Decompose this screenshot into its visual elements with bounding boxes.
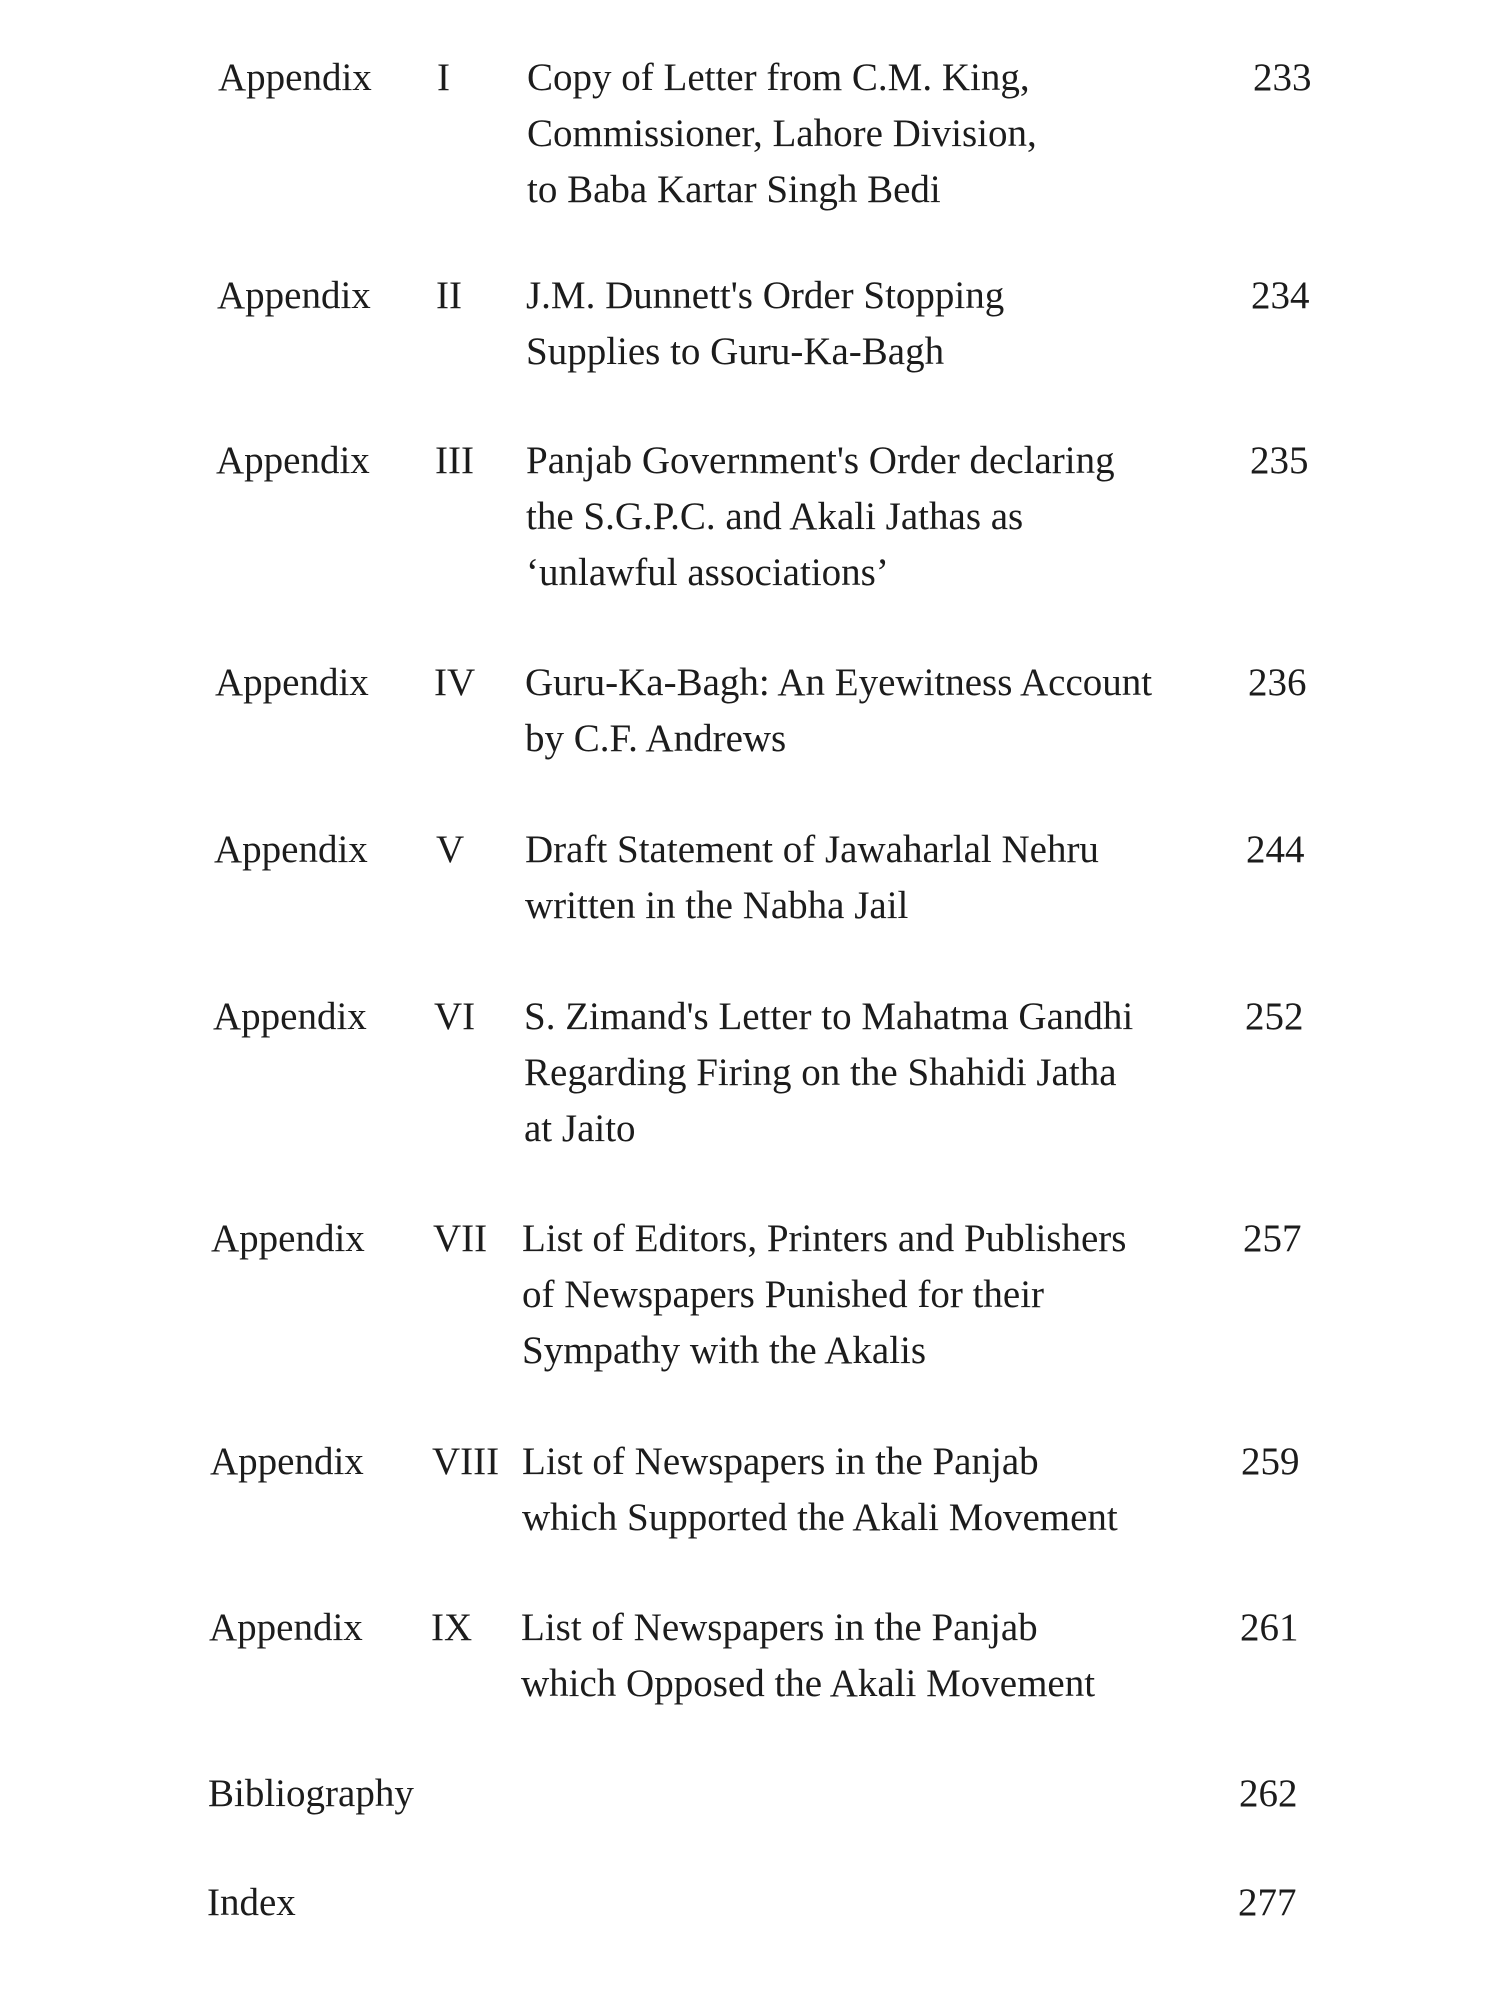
page-number: 262 — [1239, 1772, 1298, 1815]
appendix-label: Appendix — [218, 56, 372, 99]
page-number: 277 — [1238, 1881, 1297, 1924]
appendix-label: Appendix — [210, 1440, 364, 1483]
page-number: 261 — [1240, 1606, 1299, 1649]
appendix-title: Draft Statement of Jawaharlal Nehru written in the Nabha Jail — [525, 828, 1099, 927]
appendix-label: Appendix — [211, 1217, 365, 1260]
appendix-numeral: IV — [434, 661, 476, 704]
appendix-numeral: II — [436, 274, 462, 317]
page-number: 235 — [1250, 439, 1309, 482]
appendix-title: J.M. Dunnett's Order Stopping Supplies to Guru-Ka-Bagh — [526, 274, 1005, 373]
appendix-title: Guru-Ka-Bagh: An Eyewitness Account by C.F. Andrews — [525, 661, 1153, 760]
appendix-label: Appendix — [217, 274, 371, 317]
appendix-label: Appendix — [216, 439, 370, 482]
page-number: 257 — [1243, 1217, 1302, 1260]
appendix-label: Appendix — [214, 828, 368, 871]
appendix-title: List of Newspapers in the Panjab which Supported the Akali Movement — [522, 1440, 1118, 1539]
appendix-label: Appendix — [215, 661, 369, 704]
appendix-title: S. Zimand's Letter to Mahatma Gandhi Regarding Firing on the Shahidi Jatha at Jaito — [524, 995, 1134, 1150]
page-number: 233 — [1253, 56, 1312, 99]
page-number: 234 — [1251, 274, 1310, 317]
appendix-numeral: I — [437, 56, 450, 99]
appendix-numeral: III — [435, 439, 474, 482]
appendix-title: Copy of Letter from C.M. King, Commissioner, Lahore Division, to Baba Kartar Singh Bedi — [527, 56, 1037, 211]
appendix-numeral: V — [436, 828, 465, 871]
appendix-numeral: IX — [431, 1606, 473, 1649]
bibliography-label: Bibliography — [208, 1772, 414, 1815]
appendix-title: List of Editors, Printers and Publishers of Newspapers Punished for their Sympathy with the Akalis — [522, 1217, 1127, 1372]
appendix-numeral: VIII — [432, 1440, 500, 1483]
page-number: 244 — [1246, 828, 1305, 871]
index-label: Index — [207, 1881, 296, 1924]
appendix-title: List of Newspapers in the Panjab which Opposed the Akali Movement — [521, 1606, 1096, 1705]
appendix-label: Appendix — [213, 995, 367, 1038]
appendix-title: Panjab Government's Order declaring the S.G.P.C. and Akali Jathas as ‘unlawful associations’ — [526, 439, 1115, 594]
appendix-label: Appendix — [209, 1606, 363, 1649]
appendix-numeral: VII — [433, 1217, 488, 1260]
page-number: 259 — [1241, 1440, 1300, 1483]
page-number: 236 — [1248, 661, 1307, 704]
appendix-numeral: VI — [434, 995, 476, 1038]
page-number: 252 — [1245, 995, 1304, 1038]
